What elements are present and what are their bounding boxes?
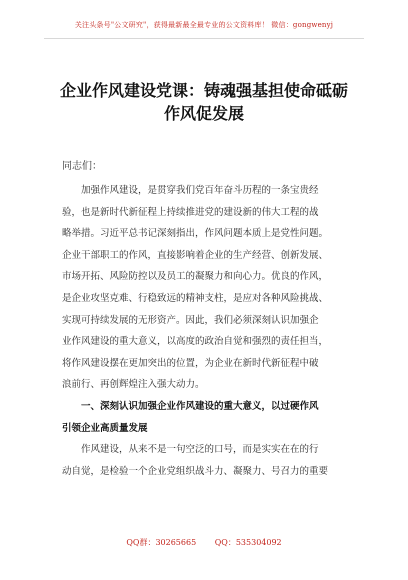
body-line: 加强作风建设，是贯穿我们党百年奋斗历程的一条宝贵经 <box>81 185 319 196</box>
body-line: 验，也是新时代新征程上持续推进党的建设新的伟大工程的战 <box>62 206 319 218</box>
body-line: 企业干部职工的作风，直接影响着企业的生产经营、创新发展、 <box>62 249 329 261</box>
body-line: 实现可持续发展的无形资产。因此，我们必须深刻认识加强企 <box>62 314 319 326</box>
salutation: 同志们： <box>62 161 102 172</box>
footer-qq: QQ：535304092 <box>214 538 282 547</box>
body-text <box>62 180 354 482</box>
body-line: 业作风建设的重大意义，以高度的政治自觉和强烈的责任担当， <box>62 336 329 348</box>
title-line-2: 作风促发展 <box>163 104 244 123</box>
body-line: 略举措。习近平总书记深刻指出，作风问题本质上是党性问题。 <box>62 228 329 240</box>
title-line-1: 企业作风建设党课：铸魂强基担使命砥砺 <box>59 81 348 100</box>
body-line: 浪前行、再创辉煌注入强大动力。 <box>62 379 205 391</box>
body-line: 动自觉，是检验一个企业党组织战斗力、凝聚力、号召力的重要 <box>62 465 329 477</box>
body-line: 是企业攻坚克难、行稳致远的精神支柱，是应对各种风险挑战、 <box>62 292 329 304</box>
section-heading-line: 引领企业高质量发展 <box>62 422 148 434</box>
body-line: 市场开拓、风险防控以及员工的凝聚力和向心力。优良的作风， <box>62 271 329 283</box>
header-note: 关注头条号"公文研究"，获得最新最全最专业的公文资料库！ 微信：gongwenyj <box>74 21 334 29</box>
document-title <box>40 79 368 125</box>
footer-contact <box>0 537 408 548</box>
section-heading-line: 一、深刻认识加强企业作风建设的重大意义，以过硬作风 <box>81 400 319 412</box>
header-divider <box>44 38 364 39</box>
body-line: 将作风建设摆在更加突出的位置，为企业在新时代新征程中破 <box>62 357 319 369</box>
body-line: 作风建设，从来不是一句空泛的口号，而是实实在在的行 <box>81 444 319 456</box>
footer-qq-group: QQ群：30265665 <box>126 538 197 547</box>
